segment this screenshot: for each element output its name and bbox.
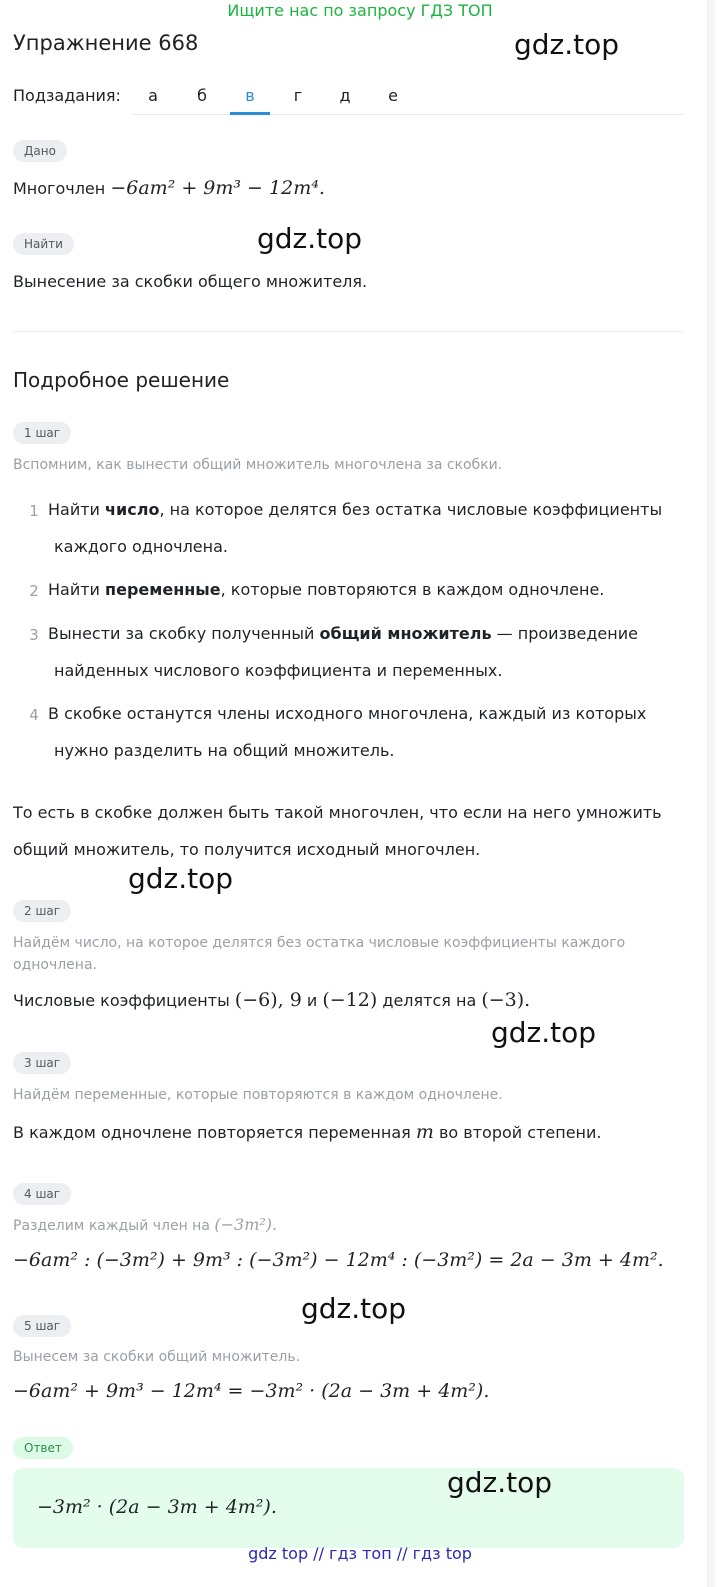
tab-v[interactable]: в xyxy=(245,86,255,105)
step4-hint-text: Разделим каждый член на xyxy=(13,1218,215,1234)
step4-hint-math: (−3m²). xyxy=(214,1215,278,1234)
step2-math: (−6), 9 xyxy=(234,989,302,1011)
subtasks-label: Подзадания: xyxy=(13,86,121,105)
list-item-text: Найти xyxy=(48,500,106,519)
step2-math: (−3). xyxy=(481,989,531,1011)
step2-chip: 2 шаг xyxy=(13,900,71,922)
list-item-bold: число xyxy=(105,500,160,519)
list-item-number: 3 xyxy=(29,626,39,644)
subtask-tabs xyxy=(133,80,683,115)
list-item-number: 1 xyxy=(29,502,39,520)
list-item-line xyxy=(48,580,604,599)
step2-text-part: Числовые коэффициенты xyxy=(13,991,235,1010)
tab-d[interactable]: д xyxy=(339,86,351,105)
search-banner[interactable]: Ищите нас по запросу ГДЗ ТОП xyxy=(227,1,493,20)
list-item-text: Вынести за скобку полученный xyxy=(48,624,320,643)
tab-b[interactable]: б xyxy=(197,86,207,105)
step1-chip: 1 шаг xyxy=(13,422,71,444)
tab-g[interactable]: г xyxy=(293,86,303,105)
step1-hint: Вспомним, как вынести общий множитель многочлена за скобки. xyxy=(13,457,503,473)
given-text xyxy=(13,177,325,199)
step5-chip: 5 шаг xyxy=(13,1315,71,1337)
step4-formula: −6am² : (−3m²) + 9m³ : (−3m²) − 12m⁴ : (−3m²) = 2a − 3m + 4m². xyxy=(13,1249,664,1271)
watermark: gdz.top xyxy=(514,28,620,61)
step2-hint-line1: Найдём число, на которое делятся без остатка числовые коэффициенты каждого xyxy=(13,935,626,951)
answer-chip: Ответ xyxy=(13,1437,73,1459)
find-text: Вынесение за скобки общего множителя. xyxy=(13,272,368,291)
step2-hint-line2: одночлена. xyxy=(13,957,97,973)
list-item-text: , на которое делятся без остатка числовые коэффициенты xyxy=(159,500,663,519)
section-divider xyxy=(13,331,683,332)
list-item-bold: переменные xyxy=(105,580,221,599)
step2-text xyxy=(13,989,530,1011)
list-item-text: Найти xyxy=(48,580,106,599)
step3-text-part: во второй степени. xyxy=(433,1123,602,1142)
answer-formula: −3m² · (2a − 3m + 4m²). xyxy=(37,1496,277,1518)
list-item-line: каждого одночлена. xyxy=(54,537,228,556)
step5-hint: Вынесем за скобки общий множитель. xyxy=(13,1349,301,1365)
find-chip: Найти xyxy=(13,233,74,255)
list-item-line xyxy=(48,500,662,519)
list-item-line: найденных числового коэффициента и переменных. xyxy=(54,661,503,680)
step3-hint: Найдём переменные, которые повторяются в каждом одночлене. xyxy=(13,1087,503,1103)
step3-text xyxy=(13,1121,601,1143)
watermark: gdz.top xyxy=(491,1016,597,1049)
step3-math: m xyxy=(415,1121,434,1143)
list-item-line xyxy=(48,624,638,643)
list-item-text: , которые повторяются в каждом одночлене. xyxy=(220,580,605,599)
step4-chip: 4 шаг xyxy=(13,1183,71,1205)
given-chip: Дано xyxy=(13,140,67,162)
watermark: gdz.top xyxy=(447,1466,553,1499)
given-expression: −6am² + 9m³ − 12m⁴. xyxy=(110,177,325,199)
list-item-line: нужно разделить на общий множитель. xyxy=(54,741,395,760)
step2-text-part: делятся на xyxy=(377,991,482,1010)
list-item-number: 4 xyxy=(29,706,39,724)
footer-links[interactable]: gdz top // гдз топ // гдз top xyxy=(248,1544,472,1563)
step4-hint xyxy=(13,1215,277,1234)
solution-title: Подробное решение xyxy=(13,368,230,392)
watermark: gdz.top xyxy=(128,862,234,895)
list-item-line: В скобке останутся члены исходного многочлена, каждый из которых xyxy=(48,704,647,723)
scrollbar[interactable] xyxy=(707,0,715,1587)
watermark: gdz.top xyxy=(301,1292,407,1325)
step3-text-part: В каждом одночлене повторяется переменная xyxy=(13,1123,416,1142)
step2-math: (−12) xyxy=(322,989,378,1011)
list-item-text: — произведение xyxy=(491,624,638,643)
list-item-number: 2 xyxy=(29,582,39,600)
step1-summary-line1: То есть в скобке должен быть такой многочлен, что если на него умножить xyxy=(13,803,662,822)
given-prefix: Многочлен xyxy=(13,179,111,198)
step3-chip: 3 шаг xyxy=(13,1052,71,1074)
list-item-bold: общий множитель xyxy=(319,624,492,643)
tab-a[interactable]: а xyxy=(148,86,158,105)
step5-formula: −6am² + 9m³ − 12m⁴ = −3m² · (2a − 3m + 4m²). xyxy=(13,1380,490,1402)
step1-summary-line2: общий множитель, то получится исходный многочлен. xyxy=(13,840,481,859)
active-tab-indicator xyxy=(230,112,270,115)
tab-e[interactable]: е xyxy=(388,86,398,105)
steps-list xyxy=(19,500,679,770)
step2-text-part: и xyxy=(301,991,323,1010)
page-title: Упражнение 668 xyxy=(13,31,199,55)
watermark: gdz.top xyxy=(257,222,363,255)
